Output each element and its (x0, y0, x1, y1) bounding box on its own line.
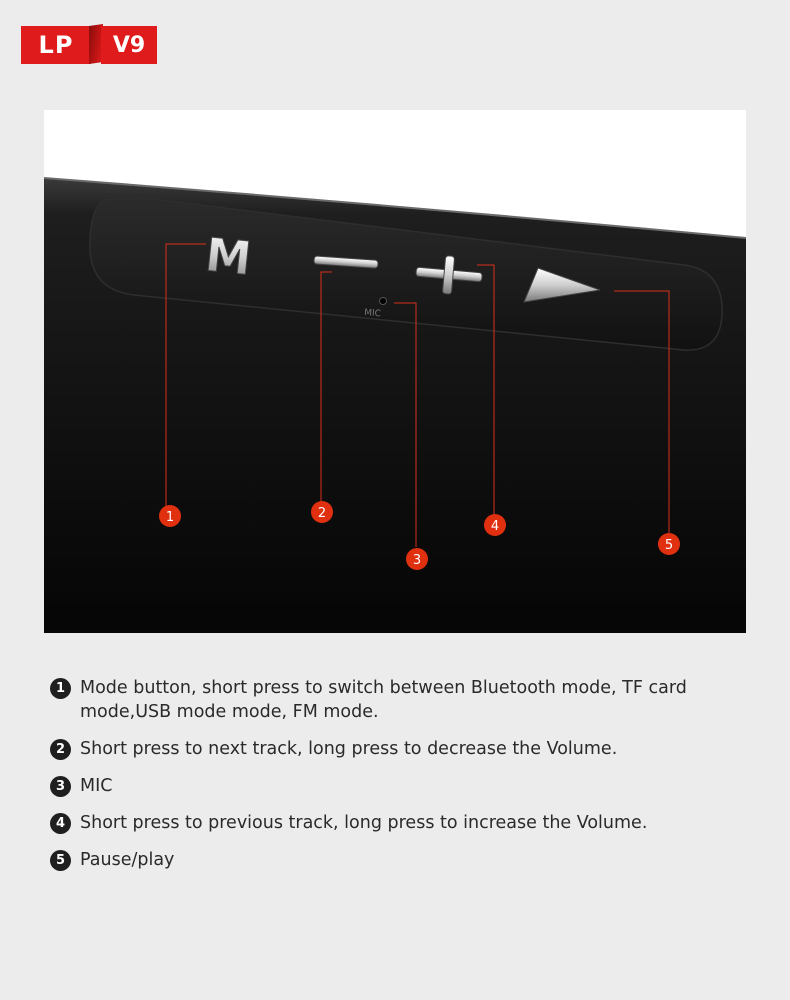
callout-4 (484, 514, 506, 536)
callout-2 (311, 501, 333, 523)
legend-number-badge: 5 (50, 850, 71, 871)
legend-text: Short press to next track, long press to decrease the Volume. (80, 739, 618, 759)
legend-item-4 (50, 811, 750, 835)
svg-text:4: 4 (490, 519, 500, 534)
legend-text: Pause/play (80, 850, 175, 870)
button-legend (50, 676, 750, 885)
speaker-illustration (44, 110, 746, 633)
legend-number-badge: 1 (50, 678, 71, 699)
legend-item-3 (50, 774, 750, 798)
callout-3 (406, 548, 428, 570)
legend-number-badge: 2 (50, 739, 71, 760)
legend-item-2 (50, 737, 750, 761)
legend-item-5 (50, 848, 750, 872)
svg-text:1: 1 (165, 510, 175, 525)
legend-text: Short press to previous track, long press to increase the Volume. (80, 813, 648, 833)
svg-text:2: 2 (317, 506, 327, 521)
svg-text:5: 5 (664, 538, 674, 553)
brand-logo (21, 26, 157, 64)
logo-lp-mark: LP (21, 26, 91, 64)
legend-item-1 (50, 676, 750, 724)
svg-text:3: 3 (412, 553, 422, 568)
mode-button-glyph: M (202, 227, 255, 286)
callout-1 (159, 505, 181, 527)
callout-5 (658, 533, 680, 555)
product-photo (44, 110, 746, 633)
legend-number-badge: 3 (50, 776, 71, 797)
legend-number-badge: 4 (50, 813, 71, 834)
mic-hole (380, 298, 387, 305)
logo-model-name: V9 (101, 26, 157, 64)
legend-text: Mode button, short press to switch between Bluetooth mode, TF card mode,USB mode mode, FM mode. (80, 678, 687, 722)
mic-label: MIC (363, 308, 382, 320)
legend-text: MIC (80, 776, 113, 796)
